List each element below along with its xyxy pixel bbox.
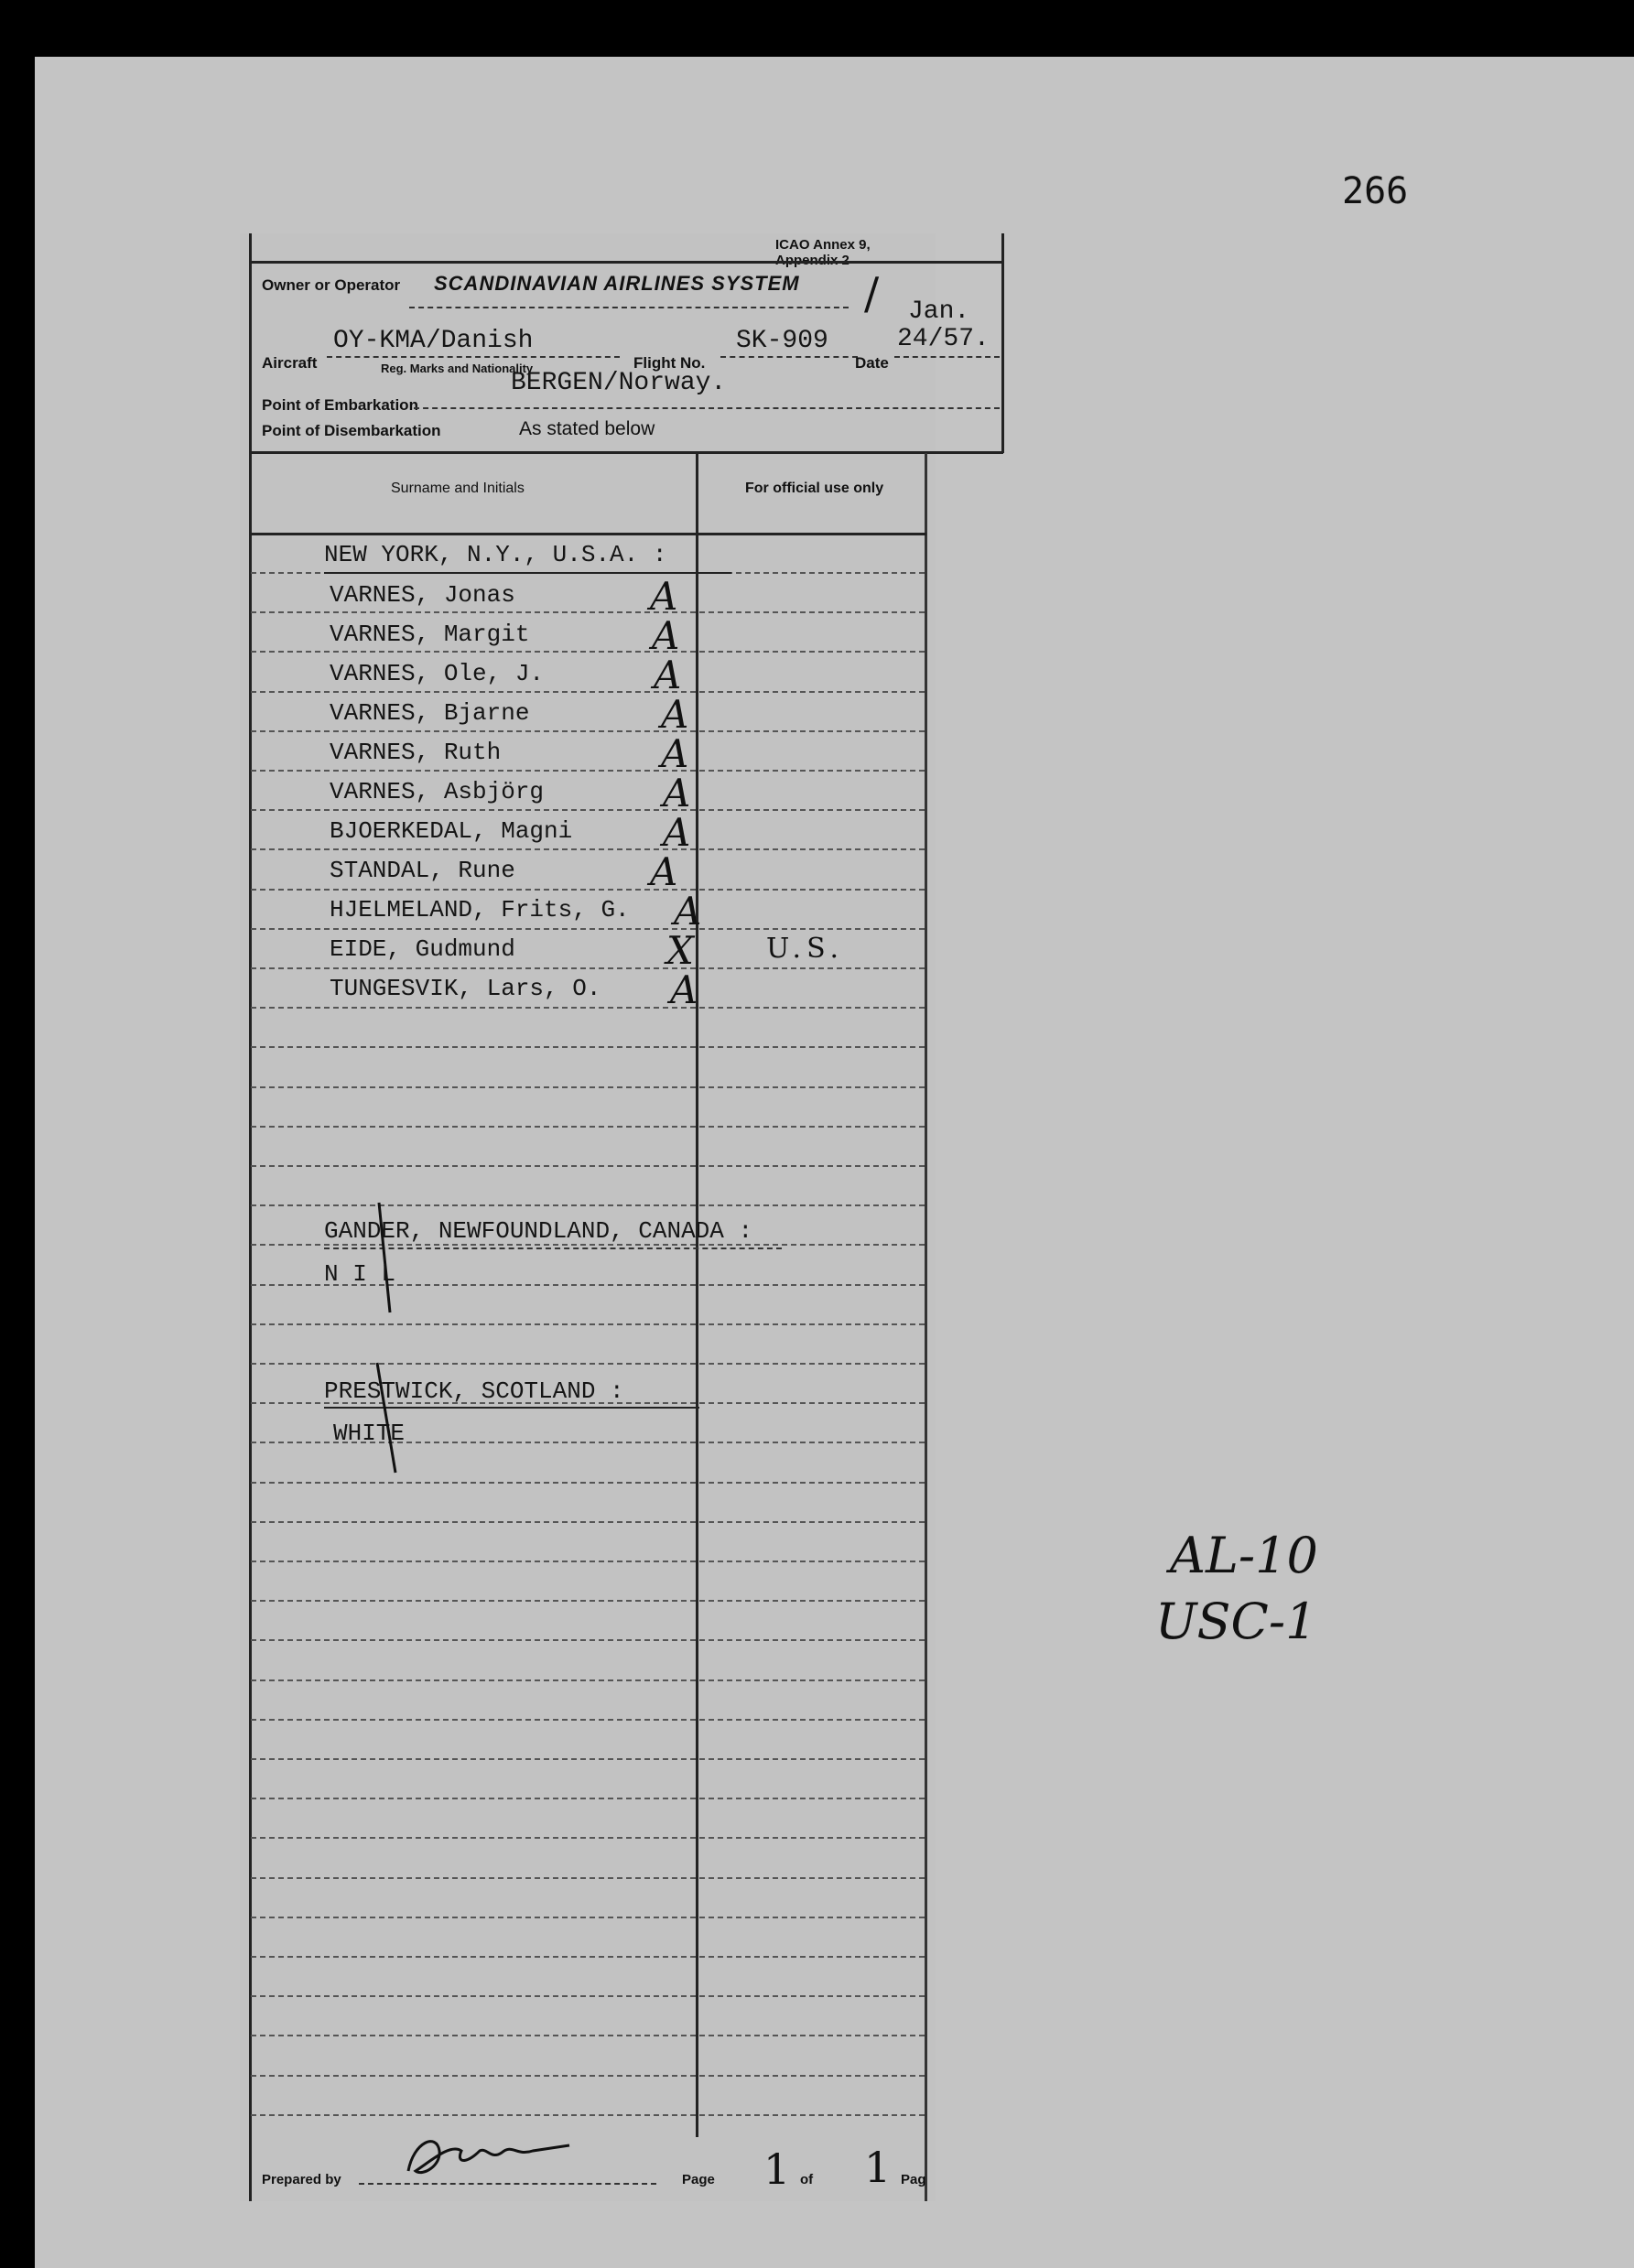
preparer-signature [395, 2123, 579, 2187]
table-right-edge [925, 453, 927, 2201]
disembarkation-value: As stated below [519, 418, 655, 439]
aircraft-line [327, 356, 620, 358]
page-number: 266 [1342, 170, 1409, 212]
ruled-line [251, 1165, 925, 1167]
admission-mark: A [663, 771, 691, 815]
ruled-line [251, 770, 925, 772]
flight-value: SK-909 [736, 327, 828, 355]
admission-mark: A [650, 574, 678, 619]
ruled-line [251, 2035, 925, 2036]
footer-trailing-label: Pag [901, 2172, 926, 2187]
aircraft-label: Aircraft [262, 354, 318, 372]
owner-value: SCANDINAVIAN AIRLINES SYSTEM [434, 272, 800, 295]
passenger-name: STANDAL, Rune [330, 857, 515, 884]
passenger-name: VARNES, Jonas [330, 581, 515, 609]
ruled-line [251, 1719, 925, 1721]
ruled-line [251, 1561, 925, 1562]
date-line [894, 356, 1000, 358]
admission-mark: A [670, 967, 698, 1012]
flight-label: Flight No. [633, 354, 706, 372]
header-right-edge [1001, 233, 1004, 453]
passenger-name: VARNES, Ruth [330, 739, 502, 766]
header-bottom-rule [249, 451, 1003, 454]
admission-mark: A [661, 692, 689, 737]
page-label: Page [682, 2172, 715, 2187]
ruled-line [251, 848, 925, 850]
of-label: of [800, 2172, 814, 2187]
passenger-name: BJOERKEDAL, Magni [330, 817, 573, 845]
page-value: 1 [763, 2144, 791, 2194]
section-entry: N I L [324, 1260, 396, 1288]
admission-mark: A [661, 731, 689, 776]
ruled-line [251, 1600, 925, 1602]
ruled-line [251, 1837, 925, 1839]
passenger-name: EIDE, Gudmund [330, 935, 515, 963]
ruled-line [251, 2075, 925, 2077]
embarkation-value: BERGEN/Norway. [511, 369, 727, 397]
ruled-line [251, 1204, 925, 1206]
ruled-line [251, 967, 925, 969]
column-header-name: Surname and Initials [391, 481, 525, 496]
embarkation-label: Point of Embarkation [262, 396, 418, 414]
ruled-line [251, 1323, 925, 1325]
ruled-line [251, 889, 925, 891]
prepared-by-label: Prepared by [262, 2172, 341, 2187]
column-header-official: For official use only [745, 481, 884, 496]
ruled-line [251, 1917, 925, 1918]
owner-line [409, 307, 849, 308]
ruled-line [251, 611, 925, 613]
ruled-line [251, 1995, 925, 1997]
section-entry: WHITE [333, 1420, 406, 1447]
ruled-line [251, 1086, 925, 1088]
ruled-line [251, 1363, 925, 1365]
section-heading-new-york: NEW YORK, N.Y., U.S.A. : [324, 541, 667, 568]
passenger-name: VARNES, Asbjörg [330, 778, 545, 805]
passenger-name: VARNES, Ole, J. [330, 660, 545, 687]
ruled-line [251, 809, 925, 811]
aircraft-sublabel: Reg. Marks and Nationality [381, 362, 534, 375]
of-value: 1 [864, 2143, 892, 2192]
ruled-line [251, 1798, 925, 1799]
admission-mark: A [663, 810, 691, 855]
date-line-2: 24/57. [897, 325, 990, 353]
ruled-line [251, 1046, 925, 1048]
strike-mark [368, 1359, 405, 1478]
ruled-line [251, 1877, 925, 1879]
ruled-line [251, 1007, 925, 1009]
date-label: Date [855, 354, 889, 372]
admission-mark: A [652, 613, 680, 658]
strike-mark [368, 1199, 405, 1318]
ruled-line [251, 730, 925, 732]
column-divider [696, 453, 698, 2137]
section-heading-prestwick: PRESTWICK, SCOTLAND : [324, 1377, 624, 1405]
ruled-line [251, 1126, 925, 1128]
passenger-name: HJELMELAND, Frits, G. [330, 896, 630, 923]
header-top-rule [249, 261, 1001, 264]
official-note: U.S. [766, 933, 845, 965]
owner-label: Owner or Operator [262, 276, 401, 294]
margin-note: USC-1 [1155, 1593, 1317, 1650]
ruled-line [251, 691, 925, 693]
owner-tick-mark: / [864, 268, 880, 319]
ruled-line [251, 1521, 925, 1523]
admission-mark: A [650, 849, 678, 894]
ruled-line [251, 1482, 925, 1484]
manifest-form [240, 233, 990, 2201]
form-left-edge [249, 233, 252, 2201]
section-heading-gander: GANDER, NEWFOUNDLAND, CANADA : [324, 1217, 753, 1245]
ruled-line [251, 651, 925, 653]
admission-mark: X [666, 928, 694, 973]
aircraft-value: OY-KMA/Danish [333, 327, 534, 355]
passenger-name: TUNGESVIK, Lars, O. [330, 975, 601, 1002]
passenger-name: VARNES, Bjarne [330, 699, 530, 727]
ruled-line [251, 1639, 925, 1641]
flight-line [720, 356, 858, 358]
ruled-line [251, 1679, 925, 1681]
admission-mark: A [654, 653, 682, 697]
margin-note: AL-10 [1170, 1527, 1318, 1584]
disembarkation-label: Point of Disembarkation [262, 422, 441, 439]
ruled-line [251, 2114, 925, 2116]
embarkation-line [414, 407, 1000, 409]
ruled-line [251, 1956, 925, 1958]
ruled-line [251, 928, 925, 930]
column-header-rule [249, 533, 926, 535]
passenger-name: VARNES, Margit [330, 621, 530, 648]
ruled-line [251, 1758, 925, 1760]
form-reference: ICAO Annex 9, Appendix 2 [775, 237, 871, 268]
date-line-1: Jan. [908, 297, 970, 326]
admission-mark: A [674, 889, 702, 934]
